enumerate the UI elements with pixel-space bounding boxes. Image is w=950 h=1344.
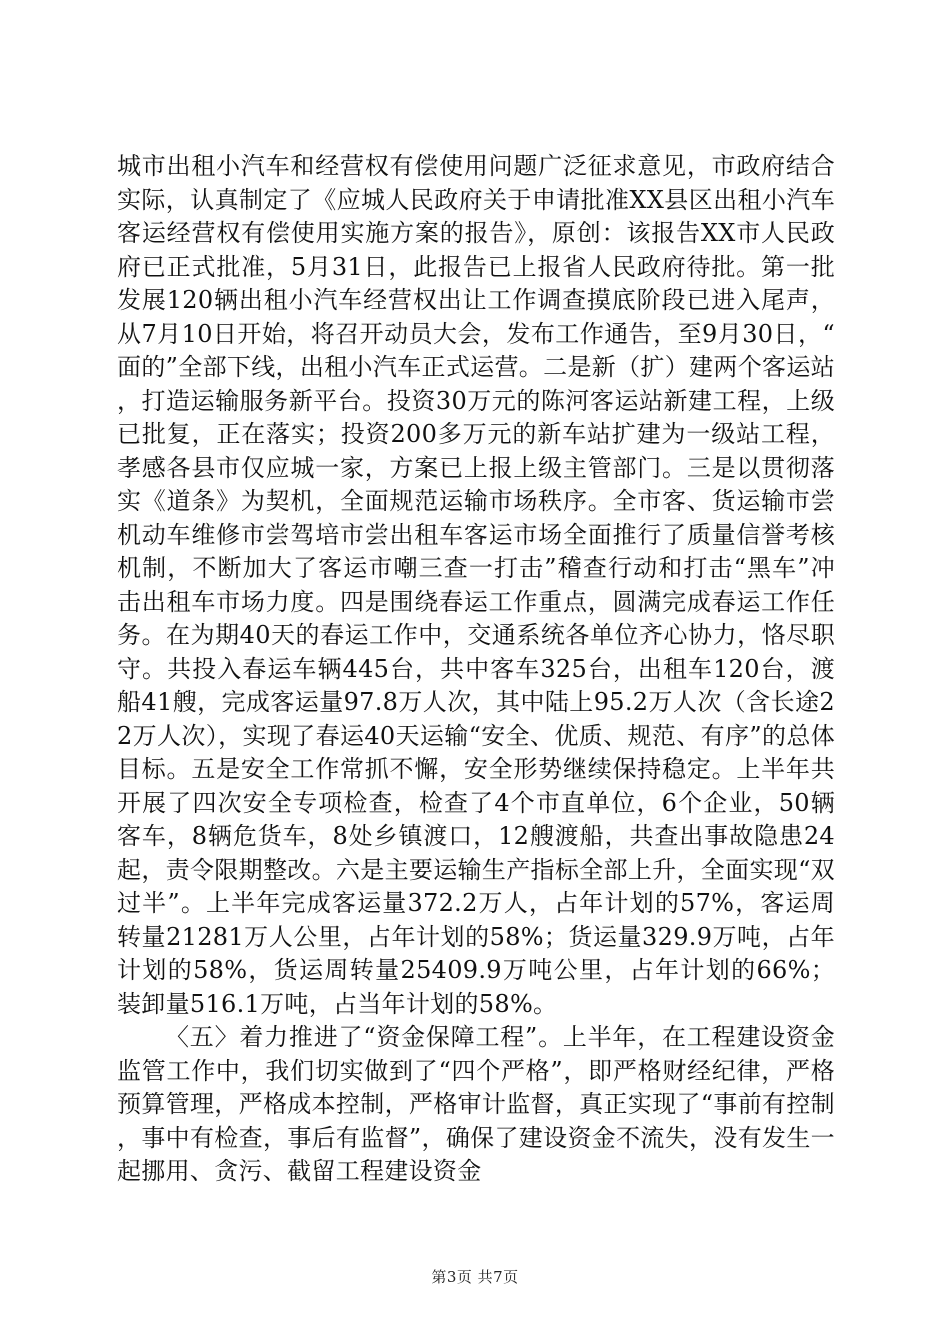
body-paragraph-2: 〈五〉着力推进了“资金保障工程”。上半年，在工程建设资金监管工作中，我们切实做到了“四个严格”，即严格财经纪律，严格预算管理，严格成本控制，严格审计监督，真正实现了“事前有控制，事中有检查，事后有监督”，确保了建设资金不流失，没有发生一起挪用、贪污、截留工程建设资金 [117,1023,835,1185]
body-paragraph-1: 城市出租小汽车和经营权有偿使用问题广泛征求意见，市政府结合实际，认真制定了《应城人民政府关于申请批准XX县区出租小汽车客运经营权有偿使用实施方案的报告》，原创：该报告XX市人民政府已正式批准，5月31日，此报告已上报省人民政府待批。第一批发展120辆出租小汽车经营权出让工作调查摸底阶段已进入尾声，从7月10日开始，将召开动员大会，发布工作通告，至9月30日，“面的”全部下线，出租小汽车正式运营。二是新（扩）建两个客运站，打造运输服务新平台。投资30万元的陈河客运站新建工程，上级已批复，正在落实；投资200多万元的新车站扩建为一级站工程，孝感各县市仅应城一家，方案已上报上级主管部门。三是以贯彻落实《道条》为契机，全面规范运输市场秩序。全市客、货运输市尝机动车维修市尝驾培市尝出租车客运市场全面推行了质量信誉考核机制，不断加大了客运市嘲三查一打击”稽查行动和打击“黑车”冲击出租车市场力度。四是围绕春运工作重点，圆满完成春运工作任务。在为期40天的春运工作中，交通系统各单位齐心协力，恪尽职守。共投入春运车辆445台，共中客车325台，出租车120台，渡船41艘，完成客运量97.8万人次，其中陆上95.2万人次（含长途22万人次），实现了春运40天运输“安全、优质、规范、有序”的总体目标。五是安全工作常抓不懈，安全形势继续保持稳定。上半年共开展了四次安全专项检查，检查了4个市直单位，6个企业，50辆客车，8辆危货车，8处乡镇渡口，12艘渡船，共查出事故隐患24起，责令限期整改。六是主要运输生产指标全部上升，全面实现“双过半”。上半年完成客运量372.2万人，占年计划的57%，客运周转量21281万人公里，占年计划的58%；货运量329.9万吨，占年计划的58%，货运周转量25409.9万吨公里，占年计划的66%；装卸量516.1万吨，占当年计划的58%。 [117,152,835,1018]
page-number-footer: 第3页 共7页 [431,1268,519,1286]
document-body [117,150,835,1189]
